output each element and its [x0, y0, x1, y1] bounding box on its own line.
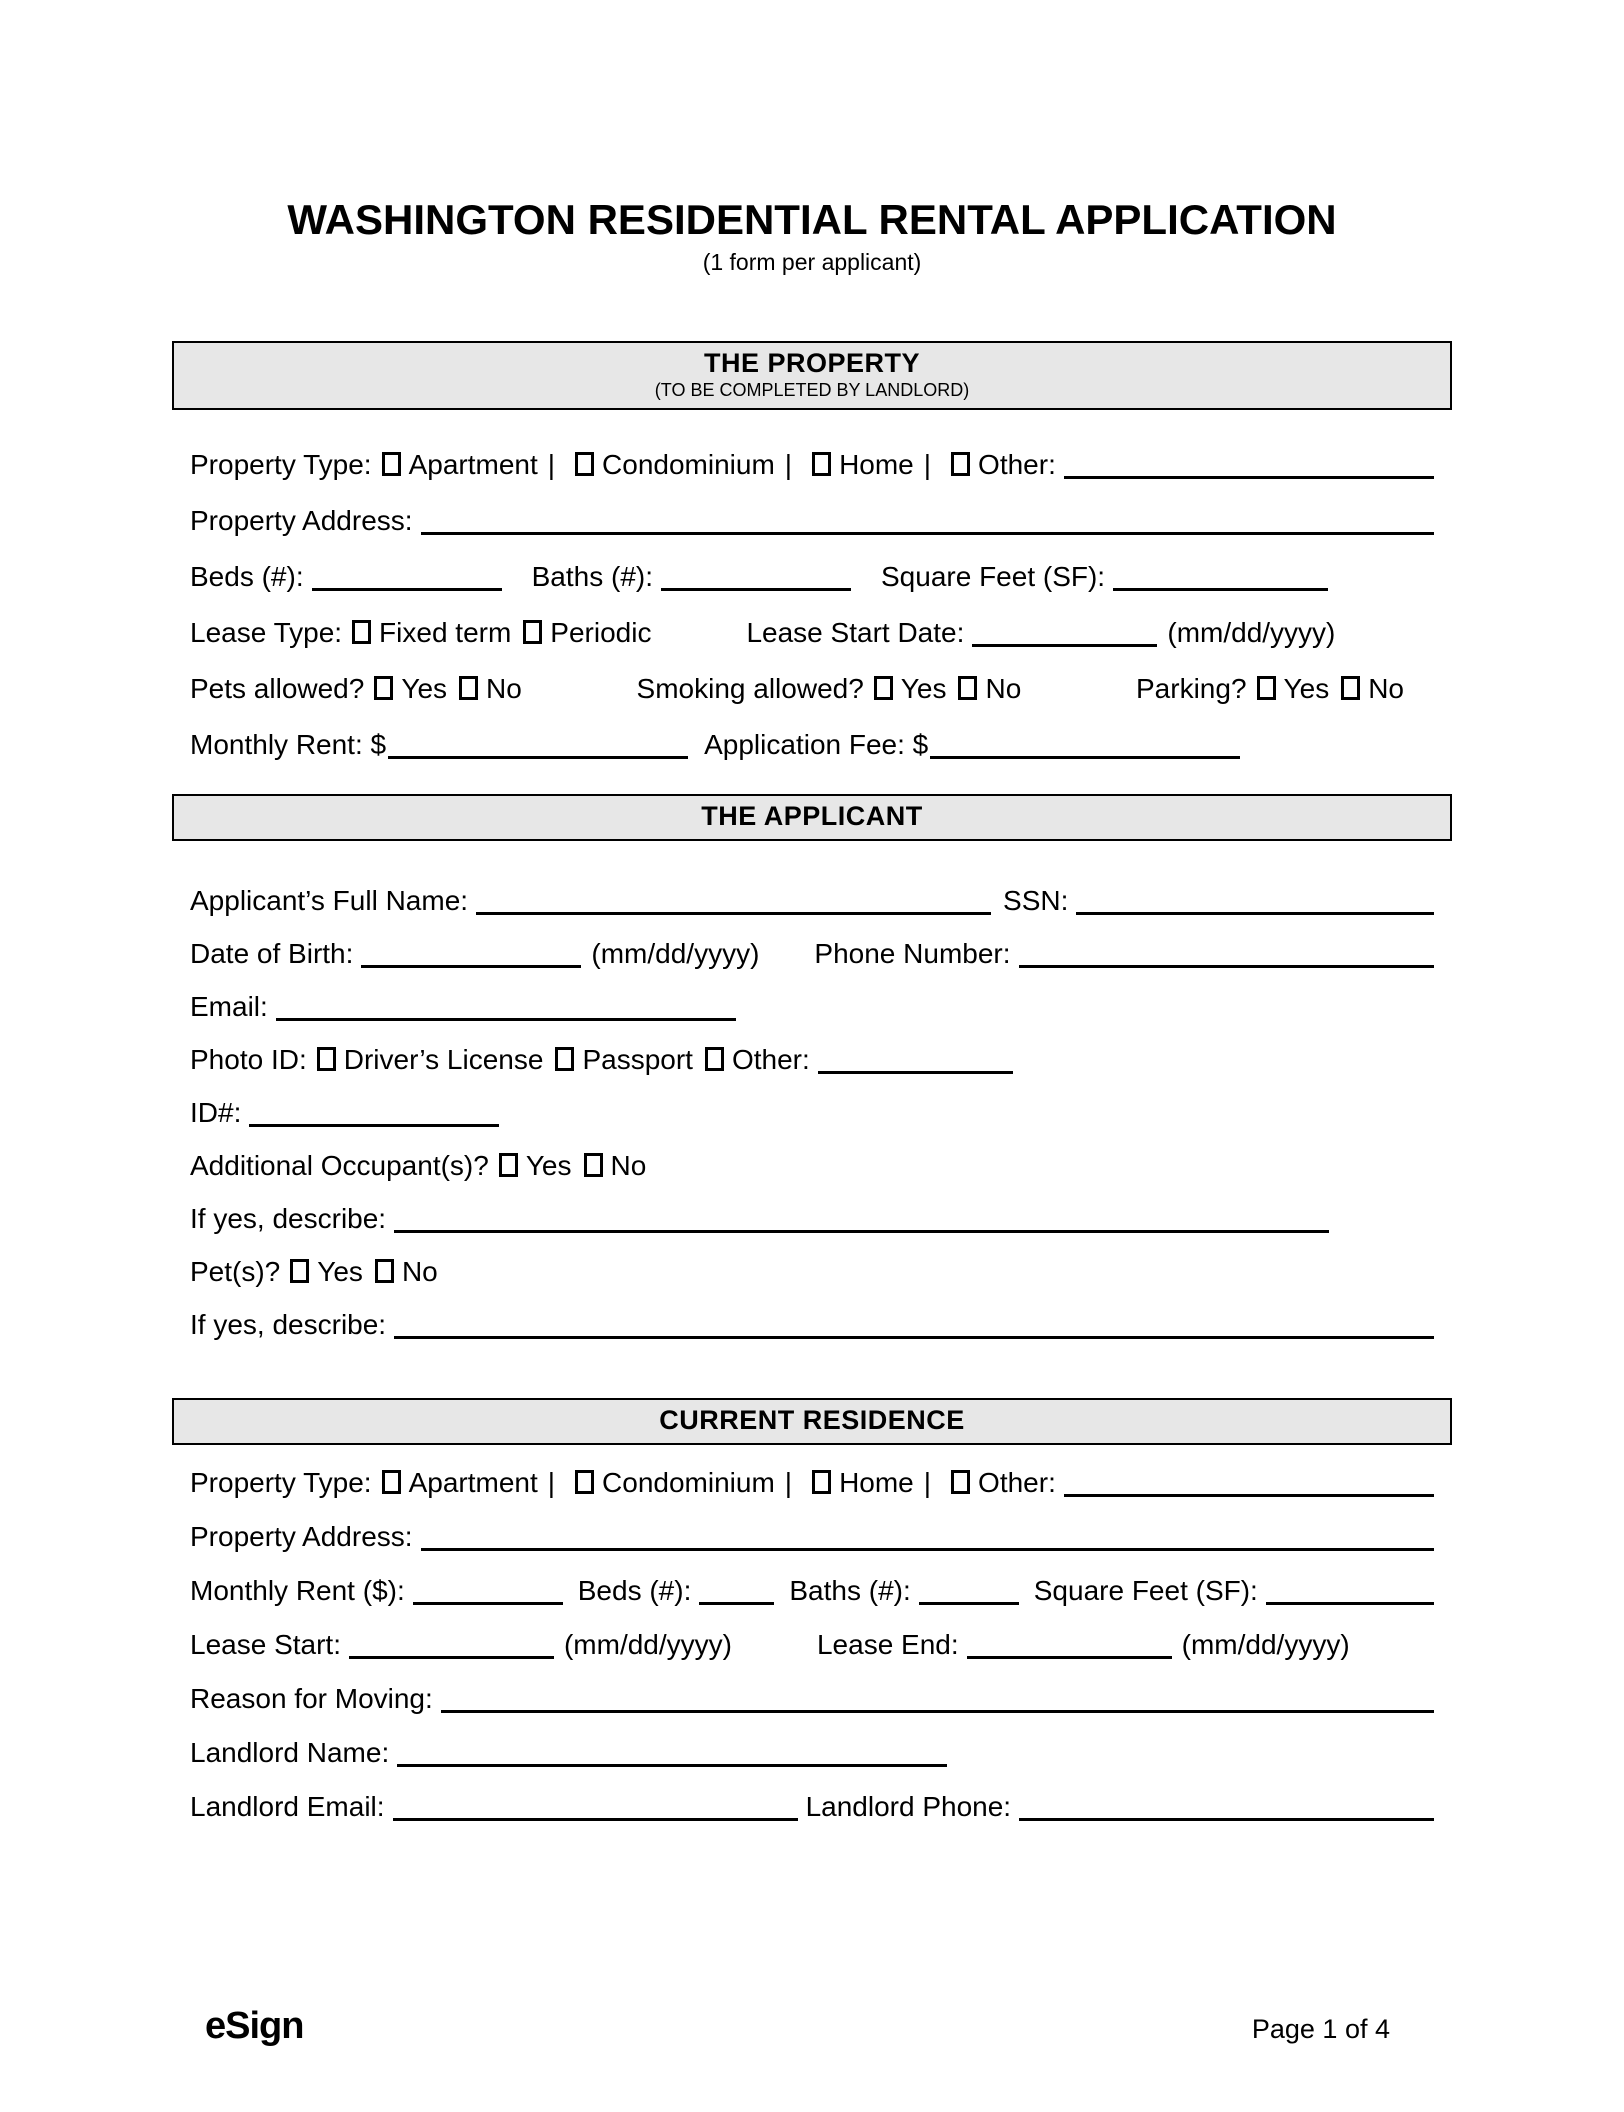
form-row-pets-smoking-parking [190, 673, 1434, 709]
separator: | [784, 1467, 793, 1498]
section-header-applicant [172, 794, 1452, 841]
application-fee-input[interactable] [930, 749, 1240, 759]
lease-type-label: Lease Type: [190, 617, 343, 648]
form-row-property-type [190, 449, 1434, 485]
lease-start-date-label: Lease Start Date: [746, 617, 965, 648]
property-type-label: Property Type: [190, 449, 372, 480]
landlord-name-input[interactable] [397, 1757, 947, 1767]
yes-label: Yes [317, 1256, 363, 1287]
page-subtitle: (1 form per applicant) [702, 249, 922, 275]
yes-label: Yes [525, 1150, 572, 1181]
section-heading-property: THE PROPERTY [703, 348, 921, 378]
residence-lease-end-input[interactable] [967, 1649, 1172, 1659]
property-type-label: Property Type: [190, 1467, 372, 1498]
sqft-input[interactable] [1113, 581, 1328, 591]
landlord-phone-input[interactable] [1019, 1811, 1434, 1821]
checkbox-pets-no[interactable] [459, 676, 478, 700]
apartment-label: Apartment [408, 449, 538, 480]
form-row-property-address [190, 505, 1434, 541]
additional-occupants-label: Additional Occupant(s)? [190, 1150, 489, 1181]
form-row-landlord-contact [190, 1791, 1434, 1827]
form-row-applicant-pets [190, 1256, 1434, 1292]
esign-logo: eSign [205, 2005, 304, 2047]
other-label: Other: [978, 1467, 1056, 1498]
application-fee-label: Application Fee: $ [704, 729, 929, 760]
id-number-label: ID#: [190, 1097, 242, 1128]
residence-type-other-input[interactable] [1064, 1487, 1434, 1497]
no-label: No [985, 673, 1022, 704]
monthly-rent-input[interactable] [388, 749, 688, 759]
form-row-email [190, 991, 1434, 1027]
landlord-name-label: Landlord Name: [190, 1737, 390, 1768]
checkbox-parking-yes[interactable] [1257, 676, 1276, 700]
pets-describe-input[interactable] [394, 1329, 1434, 1339]
landlord-email-input[interactable] [393, 1811, 798, 1821]
date-format-hint: (mm/dd/yyyy) [1167, 617, 1336, 648]
date-format-hint: (mm/dd/yyyy) [563, 1629, 732, 1660]
page-title: WASHINGTON RESIDENTIAL RENTAL APPLICATION [287, 196, 1337, 243]
checkbox-parking-no[interactable] [1341, 676, 1360, 700]
form-row-residence-address [190, 1521, 1434, 1557]
pets-allowed-label: Pets allowed? [190, 673, 365, 704]
checkbox-residence-condominium[interactable] [575, 1470, 594, 1494]
beds-input[interactable] [312, 581, 502, 591]
checkbox-drivers-license[interactable] [317, 1047, 336, 1071]
lease-start-label: Lease Start: [190, 1629, 341, 1660]
form-row-beds-baths-sqft [190, 561, 1434, 597]
separator: | [923, 449, 932, 480]
form-row-id-number [190, 1097, 1434, 1133]
checkbox-residence-home[interactable] [812, 1470, 831, 1494]
other-label: Other: [978, 449, 1056, 480]
property-address-input[interactable] [421, 525, 1434, 535]
other-label: Other: [731, 1044, 810, 1075]
reason-for-moving-input[interactable] [441, 1703, 1434, 1713]
condominium-label: Condominium [602, 1467, 775, 1498]
form-row-pets-describe [190, 1309, 1434, 1345]
dob-label: Date of Birth: [190, 938, 354, 969]
no-label: No [401, 1256, 438, 1287]
passport-label: Passport [582, 1044, 693, 1075]
dob-input[interactable] [361, 958, 581, 968]
no-label: No [1368, 673, 1404, 704]
home-label: Home [839, 1467, 914, 1498]
checkbox-periodic[interactable] [523, 620, 542, 644]
checkbox-residence-other[interactable] [951, 1470, 970, 1494]
no-label: No [486, 673, 522, 704]
residence-baths-input[interactable] [919, 1595, 1019, 1605]
landlord-email-label: Landlord Email: [190, 1791, 385, 1822]
drivers-license-label: Driver’s License [343, 1044, 544, 1075]
sqft-label: Square Feet (SF): [881, 561, 1106, 592]
lease-end-label: Lease End: [816, 1629, 959, 1660]
separator: | [547, 449, 556, 480]
checkbox-smoking-yes[interactable] [874, 676, 893, 700]
ssn-label: SSN: [1003, 885, 1069, 916]
parking-label: Parking? [1136, 673, 1247, 704]
checkbox-property-home[interactable] [812, 452, 831, 476]
residence-monthly-rent-label: Monthly Rent ($): [190, 1575, 405, 1606]
residence-beds-input[interactable] [699, 1595, 774, 1605]
photo-id-other-input[interactable] [818, 1064, 1013, 1074]
form-row-rent-fee [190, 729, 1434, 765]
checkbox-pets-yes[interactable] [374, 676, 393, 700]
checkbox-applicant-pets-no[interactable] [375, 1259, 394, 1283]
apartment-label: Apartment [408, 1467, 538, 1498]
occupants-describe-input[interactable] [394, 1223, 1329, 1233]
photo-id-label: Photo ID: [190, 1044, 307, 1075]
section-header-residence [172, 1398, 1452, 1445]
pets-label: Pet(s)? [190, 1256, 281, 1287]
residence-rent-input[interactable] [413, 1595, 563, 1605]
lease-start-date-input[interactable] [972, 637, 1157, 647]
no-label: No [610, 1150, 647, 1181]
form-row-full-name-ssn [190, 885, 1434, 921]
checkbox-property-other[interactable] [951, 452, 970, 476]
checkbox-occupants-yes[interactable] [499, 1153, 518, 1177]
separator: | [784, 449, 793, 480]
checkbox-photo-id-other[interactable] [705, 1047, 724, 1071]
if-yes-describe-label: If yes, describe: [190, 1309, 387, 1340]
id-number-input[interactable] [249, 1117, 499, 1127]
beds-label: Beds (#): [190, 561, 304, 592]
home-label: Home [839, 449, 914, 480]
checkbox-occupants-no[interactable] [584, 1153, 603, 1177]
condominium-label: Condominium [602, 449, 775, 480]
monthly-rent-label: Monthly Rent: $ [190, 729, 387, 760]
periodic-label: Periodic [550, 617, 652, 648]
form-row-residence-type [190, 1467, 1434, 1503]
fixed-term-label: Fixed term [379, 617, 512, 648]
landlord-phone-label: Landlord Phone: [805, 1791, 1012, 1822]
phone-label: Phone Number: [814, 938, 1011, 969]
section-heading-applicant: THE APPLICANT [701, 801, 923, 831]
form-row-additional-occupants [190, 1150, 1434, 1186]
checkbox-applicant-pets-yes[interactable] [290, 1259, 309, 1283]
section-header-property [172, 341, 1452, 410]
form-row-occupants-describe [190, 1203, 1434, 1239]
form-row-dob-phone [190, 938, 1434, 974]
form-row-residence-rent-beds [190, 1575, 1434, 1611]
email-input[interactable] [276, 1011, 736, 1021]
beds-label: Beds (#): [577, 1575, 692, 1606]
reason-for-moving-label: Reason for Moving: [190, 1683, 433, 1714]
baths-label: Baths (#): [789, 1575, 911, 1606]
ssn-input[interactable] [1076, 905, 1434, 915]
full-name-label: Applicant’s Full Name: [190, 885, 469, 916]
checkbox-passport[interactable] [555, 1047, 574, 1071]
separator: | [547, 1467, 556, 1498]
form-row-residence-lease-dates [190, 1629, 1434, 1665]
email-label: Email: [190, 991, 268, 1022]
residence-address-input[interactable] [421, 1541, 1434, 1551]
baths-input[interactable] [661, 581, 851, 591]
baths-label: Baths (#): [531, 561, 653, 592]
yes-label: Yes [401, 673, 448, 704]
sqft-label: Square Feet (SF): [1033, 1575, 1258, 1606]
residence-lease-start-input[interactable] [349, 1649, 554, 1659]
form-row-landlord-name [190, 1737, 1434, 1773]
checkbox-property-condominium[interactable] [575, 452, 594, 476]
checkbox-residence-apartment[interactable] [382, 1470, 401, 1494]
form-row-reason-moving [190, 1683, 1434, 1719]
form-row-photo-id [190, 1044, 1434, 1080]
section-subheading-property: (TO BE COMPLETED BY LANDLORD) [654, 380, 970, 400]
smoking-allowed-label: Smoking allowed? [636, 673, 864, 704]
date-format-hint: (mm/dd/yyyy) [1181, 1629, 1350, 1660]
date-format-hint: (mm/dd/yyyy) [591, 938, 760, 969]
checkbox-smoking-no[interactable] [958, 676, 977, 700]
form-row-lease-type [190, 617, 1434, 653]
checkbox-fixed-term[interactable] [352, 620, 371, 644]
separator: | [923, 1467, 932, 1498]
if-yes-describe-label: If yes, describe: [190, 1203, 387, 1234]
page-number: Page 1 of 4 [1251, 2014, 1390, 2044]
property-type-other-input[interactable] [1064, 469, 1434, 479]
yes-label: Yes [900, 673, 947, 704]
residence-sqft-input[interactable] [1266, 1595, 1434, 1605]
property-address-label: Property Address: [190, 1521, 413, 1552]
property-address-label: Property Address: [190, 505, 413, 536]
section-heading-residence: CURRENT RESIDENCE [659, 1405, 965, 1435]
checkbox-property-apartment[interactable] [382, 452, 401, 476]
yes-label: Yes [1283, 673, 1330, 704]
phone-input[interactable] [1019, 958, 1434, 968]
page-footer [172, 2005, 1452, 2048]
full-name-input[interactable] [476, 905, 991, 915]
